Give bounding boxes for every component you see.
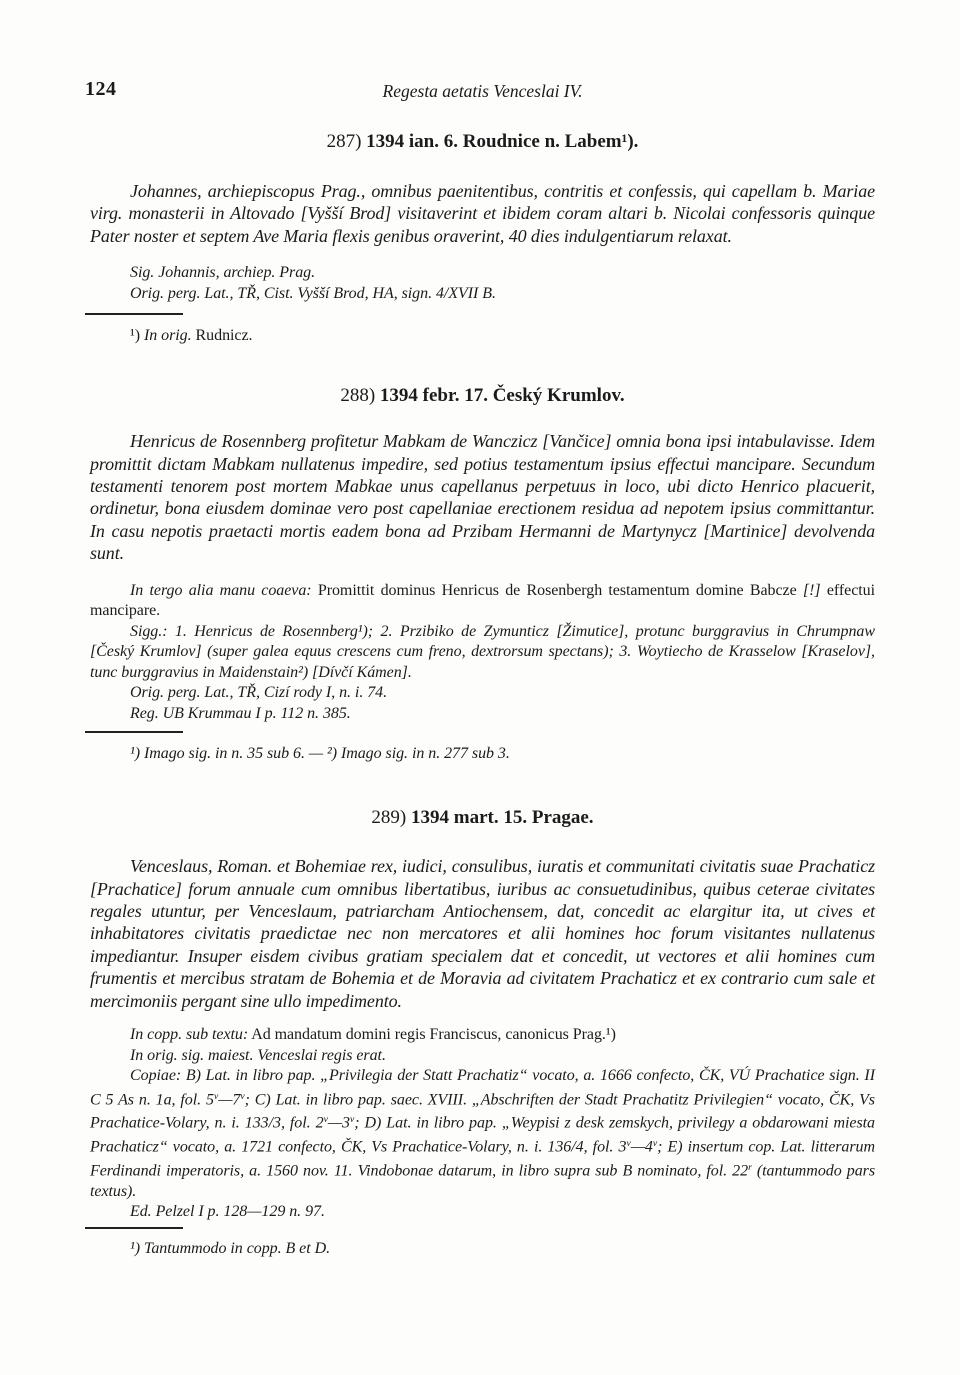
footnote-rule — [85, 313, 183, 315]
page-header — [85, 78, 875, 102]
entry-289-footnote: ¹) Tantummodo in copp. B et D. — [130, 1239, 331, 1257]
entry-288-orig-line: Orig. perg. Lat., TŘ, Cizí rody I, n. i. 74. — [130, 684, 388, 702]
entry-288-sigg-note: Sigg.: 1. Henricus de Rosennberg¹); 2. Przibiko de Zymunticz [Žimutice], protunc burggravius in Chrumpnaw [Český Krumlov] (super galea equus crescens cum freno, dextrorsum spectans); 3. Woytiecho de Krasselow [Kraselov], tunc burggravius in Maidenstain²) [Dívčí Kámen]. — [90, 622, 875, 681]
running-head: Regesta aetatis Venceslai IV. — [382, 81, 583, 101]
footnote-rule — [85, 1227, 183, 1229]
regest-entry-289 — [90, 806, 875, 1258]
entry-287-heading: 287) 1394 ian. 6. Roudnice n. Labem¹). — [326, 131, 639, 152]
entry-287-orig-line: Orig. perg. Lat., TŘ, Cist. Vyšší Brod, HA, sign. 4/XVII B. — [130, 284, 496, 302]
entry-289-apparatus — [90, 1025, 875, 1223]
entry-288-body: Henricus de Rosennberg profitetur Mabkam de Wanczicz [Vančice] omnia bona ipsi intabulavisse. Idem promittit dictam Mabkam nullatenus impedire, sed potius testamentum ipsius effectui mancipare. Secundum testamenti tenorem post mortem Mabkae unus capellanus perpetuus in loco, ubi dicto Henrico placuerit, ordinetur, bona eiusdem dominae vero post capellaniae erectionem residua ad nepotem ipsius committantur. In casu nepotis praetacti mortis eadem bona ad Przibam Hermanni de Martynycz [Martinice] devolvenda sunt. — [90, 431, 875, 564]
footnote-rule — [85, 731, 183, 733]
regest-entry-287 — [90, 130, 875, 346]
entry-289-heading: 289) 1394 mart. 15. Pragae. — [371, 807, 594, 829]
entry-289-in-orig-line: In orig. sig. maiest. Venceslai regis erat. — [130, 1046, 386, 1064]
entry-289-copiae-note: Copiae: B) Lat. in libro pap. „Privilegia der Statt Prachatiz“ vocato, a. 1666 confecto, ČK, VÚ Prachatice sign. II C 5 As n. 1a, fol. 5$^v$—7$^v$; C) Lat. in libro pap. saec. XVIII. „Abschriften der Stadt Prachatitz Privilegien“ vocato, ČK, Vs Prachatice-Volary, n. i. 133/3, fol. 2$^v$—3$^v$; D) Lat. in libro pap. „Weypisi z desk zemskych, privilegy a obdarowani miesta Prachaticz“ vocato, a. 1721 confecto, ČK, Vs Prachatice-Volary, n. i. 136/4, fol. 3$^v$—4$^v$; E) insertum cop. Lat. litterarum Ferdinandi imperatoris, a. 1560 nov. 11. Vindobonae datarum, in libro supra sub B nominato, fol. 22$^r$ (tantummodo pars textus). — [90, 1067, 876, 1200]
regest-entry-288 — [90, 384, 875, 764]
entry-287-body: Johannes, archiepiscopus Prag., omnibus paenitentibus, contritis et confessis, qui capellam b. Mariae virg. monasterii in Altovado [Vyšší Brod] visitaverint et ibidem coram altari b. Nicolai confessoris quinque Pater noster et septem Ave Maria flexis genibus oraverint, 40 dies indulgentiarum relaxat. — [90, 181, 875, 246]
entry-288-apparatus — [90, 581, 875, 725]
entry-289-in-copp-line: In copp. sub textu: Ad mandatum domini regis Franciscus, canonicus Prag.¹) — [130, 1026, 616, 1043]
page-number: 124 — [85, 78, 117, 100]
entry-287-footnote: ¹) In orig. Rudnicz. — [130, 327, 253, 345]
entry-287-sig-line: Sig. Johannis, archiep. Prag. — [130, 264, 316, 282]
entry-289-body: Venceslaus, Roman. et Bohemiae rex, iudici, consulibus, iuratis et communitati civitatis suae Prachaticz [Prachatice] forum annuale cum omnibus libertatibus, iuribus ac consuetudinibus, quibus ceterae civitates regales utuntur, per Venceslaum, patriarcham Antiochensem, dat, concedit ac elargitur ita, ut cives et inhabitatores civitatis praedictae nec non mercatores et alii homines hoc forum visitantes nullatenus impediantur. Insuper eisdem civibus gratiam specialem dat et concedit, ut vectores et alii homines cum frumentis et mercibus stratam de Bohemia et de Moravia ad civitatem Prachaticz et ex contrario cum sale et mercimoniis pergant sine ullo impedimento. — [90, 856, 875, 1011]
entry-288-heading: 288) 1394 febr. 17. Český Krumlov. — [340, 385, 625, 407]
entry-288-in-tergo-note: In tergo alia manu coaeva: Promittit dominus Henricus de Rosenbergh testamentum domine Babcze [!] effectui mancipare. — [90, 581, 875, 620]
entry-289-ed-line: Ed. Pelzel I p. 128—129 n. 97. — [130, 1203, 325, 1221]
entry-288-reg-line: Reg. UB Krummau I p. 112 n. 385. — [130, 704, 351, 722]
entry-287-apparatus — [90, 263, 875, 304]
entry-288-footnotes: ¹) Imago sig. in n. 35 sub 6. — ²) Imago sig. in n. 277 sub 3. — [130, 745, 510, 763]
